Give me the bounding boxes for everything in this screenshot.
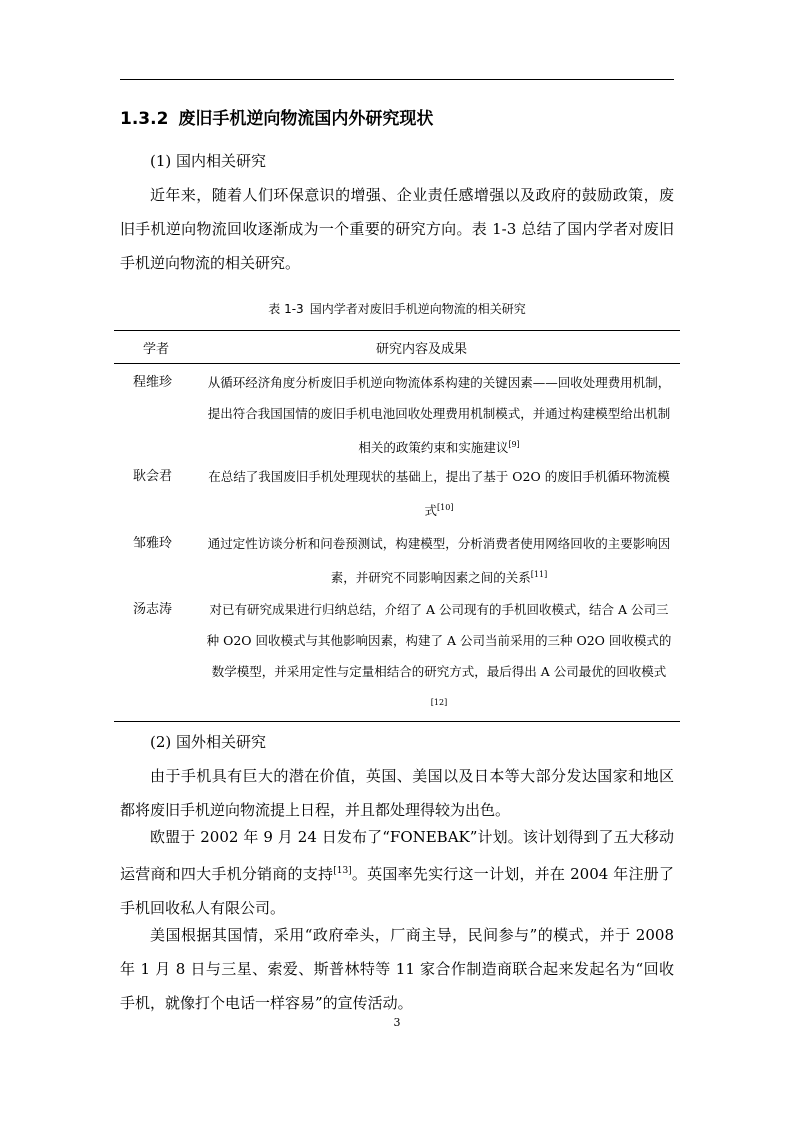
table-header-rule bbox=[114, 363, 680, 364]
table-row-author: 耿会君 bbox=[133, 469, 173, 484]
foreign-paragraph-3: 美国根据其国情，采用“政府牵头，厂商主导，民间参与”的模式，并于 2008 年 1 月 8 日与三星、索爱、斯普林特等 11 家合作制造商联合起来发起名为“回收手机，就像打个电话一样容易”的宣传活动。 bbox=[120, 926, 674, 1012]
citation: [13] bbox=[333, 866, 352, 876]
table-top-rule bbox=[114, 330, 680, 331]
foreign-heading: (2) 国外相关研究 bbox=[150, 733, 267, 751]
citation: [12] bbox=[430, 698, 448, 707]
table-row-content: 在总结了我国废旧手机处理现状的基础上，提出了基于 O2O 的废旧手机循环物流模式[10] bbox=[208, 469, 670, 519]
table-row-author: 汤志涛 bbox=[133, 602, 173, 617]
section-title: 废旧手机逆向物流国内外研究现状 bbox=[178, 109, 434, 129]
table-caption-title: 国内学者对废旧手机逆向物流的相关研究 bbox=[309, 302, 526, 316]
table-row-author: 邹雅玲 bbox=[133, 536, 173, 551]
foreign-paragraph-1: 由于手机具有巨大的潜在价值，英国、美国以及日本等大部分发达国家和地区都将废旧手机逆向物流提上日程，并且都处理得较为出色。 bbox=[120, 767, 674, 819]
table-row-content: 从循环经济角度分析废旧手机逆向物流体系构建的关键因素——回收处理费用机制，提出符合我国国情的废旧手机电池回收处理费用机制模式，并通过构建模型给出机制相关的政策约束和实施建议[9] bbox=[207, 375, 671, 456]
domestic-heading: (1) 国内相关研究 bbox=[150, 152, 267, 170]
header-rule bbox=[120, 79, 674, 80]
table-row-content: 对已有研究成果进行归纳总结，介绍了 A 公司现有的手机回收模式，结合 A 公司三种 O2O 回收模式与其他影响因素，构建了 A 公司当前采用的三种 O2O 回收模式的数学模型，并采用定性与定量相结合的研究方式，最后得出 A 公司最优的回收模式[12] bbox=[206, 602, 672, 707]
table-caption bbox=[120, 300, 674, 317]
table-header-author: 学者 bbox=[143, 342, 170, 357]
citation: [10] bbox=[437, 503, 454, 512]
table-bottom-rule bbox=[114, 721, 680, 722]
table-row-content: 通过定性访谈分析和问卷预测试，构建模型，分析消费者使用网络回收的主要影响因素，并研究不同影响因素之间的关系[11] bbox=[207, 536, 671, 586]
page-number: 3 bbox=[393, 1016, 401, 1029]
foreign-paragraph-2: 欧盟于 2002 年 9 月 24 日发布了“FONEBAK”计划。该计划得到了五大移动运营商和四大手机分销商的支持[13]。英国率先实行这一计划，并在 2004 年注册了手机回收私人有限公司。 bbox=[120, 828, 674, 917]
domestic-intro: 近年来，随着人们环保意识的增强、企业责任感增强以及政府的鼓励政策，废旧手机逆向物流回收逐渐成为一个重要的研究方向。表 1-3 总结了国内学者对废旧手机逆向物流的相关研究。 bbox=[120, 186, 674, 272]
table-caption-number: 表 1-3 bbox=[268, 302, 304, 316]
table-row-author: 程维珍 bbox=[133, 375, 173, 390]
citation: [9] bbox=[508, 440, 520, 449]
section-number: 1.3.2 bbox=[120, 109, 169, 129]
section-heading bbox=[120, 104, 433, 129]
table-header-content: 研究内容及成果 bbox=[376, 342, 468, 357]
citation: [11] bbox=[530, 570, 548, 579]
